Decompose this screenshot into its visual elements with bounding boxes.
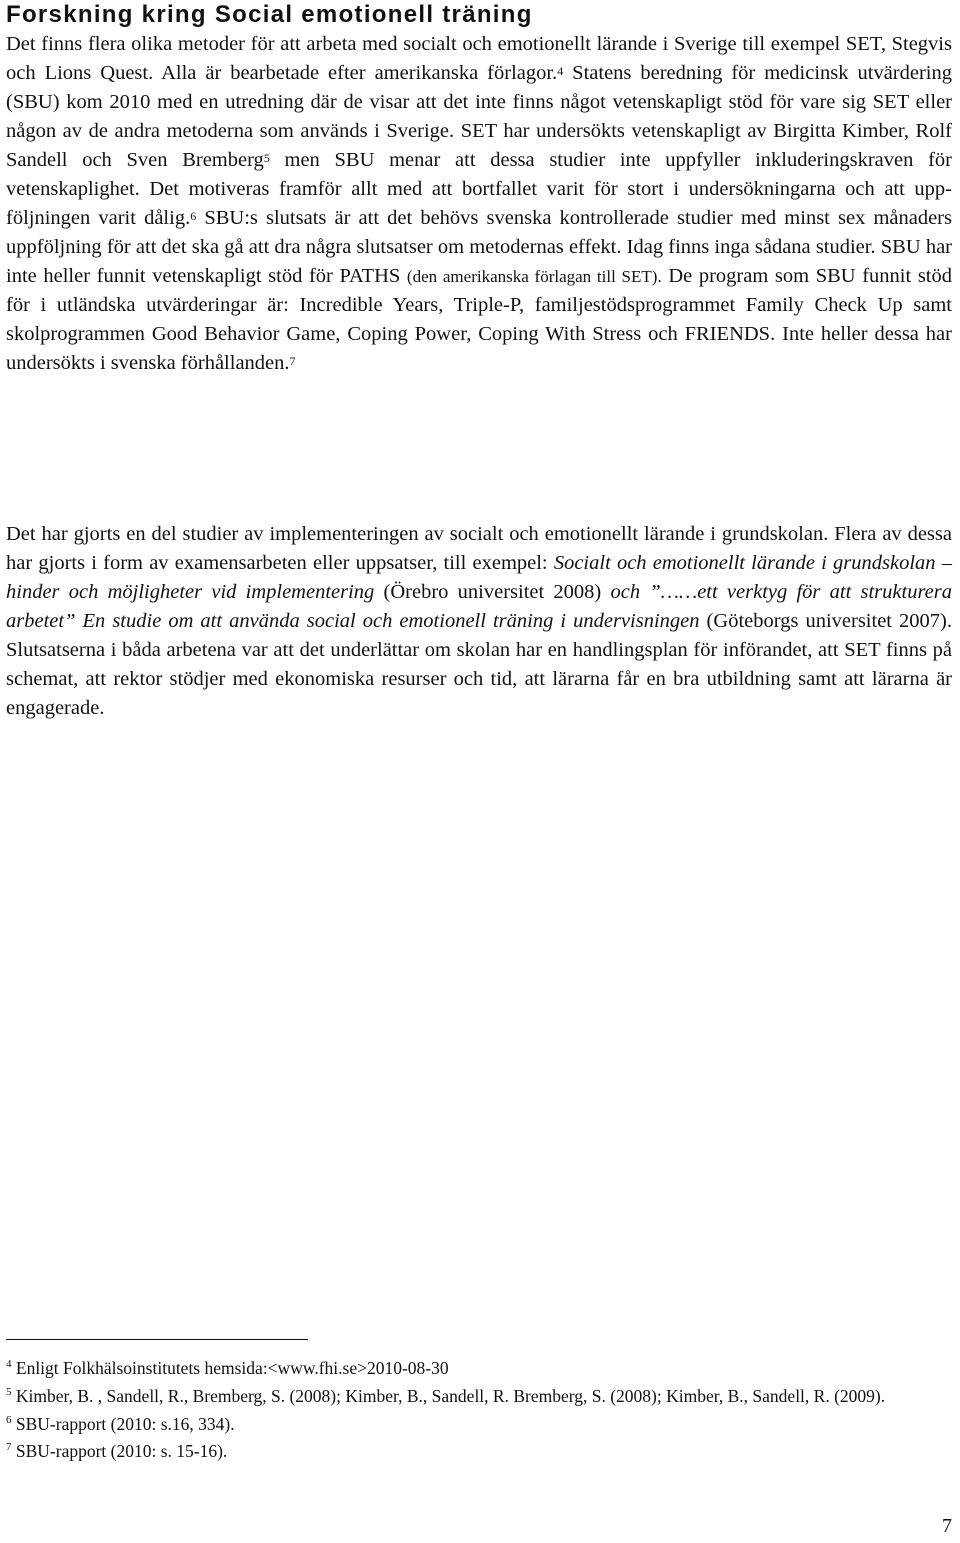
- footnote-4: [6, 1352, 952, 1380]
- page-number: 7: [942, 1515, 952, 1537]
- p1-text-4: SBU:s slutsats är att det behövs svenska kontrollerade studier med minst sex månaders uppföljning för att det ska gå att dra några slutsatser om metodernas effekt. Idag finns inga sådana studier. SBU har inte heller funnit vetenskapligt stöd för PATHS: [6, 207, 952, 287]
- footnote-7: [6, 1435, 952, 1463]
- footnote-6: [6, 1408, 952, 1436]
- footnote-text: Kimber, B. , Sandell, R., Bremberg, S. (2008); Kimber, B., Sandell, R. Bremberg, S. (2008); Kimber, B., Sandell, R. (2009).: [11, 1385, 886, 1406]
- section-heading: Forskning kring Social emotionell träning: [6, 1, 533, 28]
- p2-title-goteborg: och ”……ett verktyg för att strukturera arbetet” En studie om att använda social och emotionell träning i undervisningen: [6, 581, 953, 632]
- footnote-text: SBU-rapport (2010: s.16, 334).: [11, 1413, 235, 1434]
- p1-parenthetical: (den amerikanska förlagan till SET).: [406, 267, 662, 286]
- p1-text-5: De program som SBU funnit stöd för i utländska utvärderingar är: Incredible Years, Triple-P, familjestödsprogrammet Family Check Up samt skolprogrammen Good Behavior Game, Coping Power, Coping With Stress och FRIENDS. Inte heller dessa har undersökts i svenska förhållanden.: [6, 265, 952, 374]
- p1-text-2: Statens beredning för medicinsk utvärdering (SBU) kom 2010 med en utredning där de visar att det inte finns något vetenskapligt stöd för vare sig SET eller någon av de andra metoderna som används i Sverige. SET har undersökts vetenskapligt av Birgitta Kimber, Rolf Sandell och Sven Bremberg: [6, 62, 952, 171]
- footnote-marker-4: 4: [557, 64, 564, 78]
- footnote-marker-5: 5: [263, 151, 270, 165]
- footnote-number: 5: [6, 1385, 12, 1398]
- footnote-5: [6, 1380, 952, 1408]
- footnote-text: SBU-rapport (2010: s. 15-16).: [11, 1441, 228, 1462]
- footnote-text: Enligt Folkhälsoinstitutets hemsida:<www.fhi.se>2010-08-30: [11, 1357, 449, 1378]
- footnote-number: 6: [6, 1413, 12, 1426]
- paragraph-research-overview: [6, 30, 952, 378]
- footnote-divider: [6, 1339, 308, 1340]
- p2-text-3: (Göteborgs universitet 2007). Slutsatserna i båda arbetena var att det underlättar om skolan har en handlingsplan för införandet, att SET finns på schemat, att rektor stödjer med ekonomiska resurser och tid, att lärarna får en bra utbildning samt att lärarna är engagerade.: [6, 610, 952, 719]
- footnote-number: 4: [6, 1358, 12, 1370]
- p2-text-2: (Örebro universitet 2008): [374, 581, 611, 603]
- footnote-number: 7: [6, 1441, 12, 1454]
- footnotes: [6, 1352, 952, 1463]
- p1-text-1: Det finns flera olika metoder för att arbeta med socialt och emotionellt lärande i Sverige till exempel SET, Stegvis och Lions Quest. Alla är bearbetade efter amerikanska förlagor.: [6, 33, 952, 84]
- footnote-marker-7: 7: [289, 354, 296, 368]
- p2-title-orebro: Socialt och emotionellt lärande i grundskolan – hinder och möjligheter vid implementering: [6, 552, 952, 603]
- paragraph-implementation-studies: [6, 520, 952, 723]
- p2-text-1: Det har gjorts en del studier av implementeringen av socialt och emotionellt lärande i grundskolan. Flera av dessa har gjorts i form av examensarbeten eller uppsatser, till exempel:: [6, 523, 952, 574]
- footnote-marker-6: 6: [190, 209, 197, 223]
- p1-text-3: men SBU menar att dessa studier inte uppfyller inkluderingskraven för vetenskaplighet. Det motiveras framför allt med att bortfallet varit för stort i undersökningarna och att uppföljningen varit dålig.: [6, 149, 952, 229]
